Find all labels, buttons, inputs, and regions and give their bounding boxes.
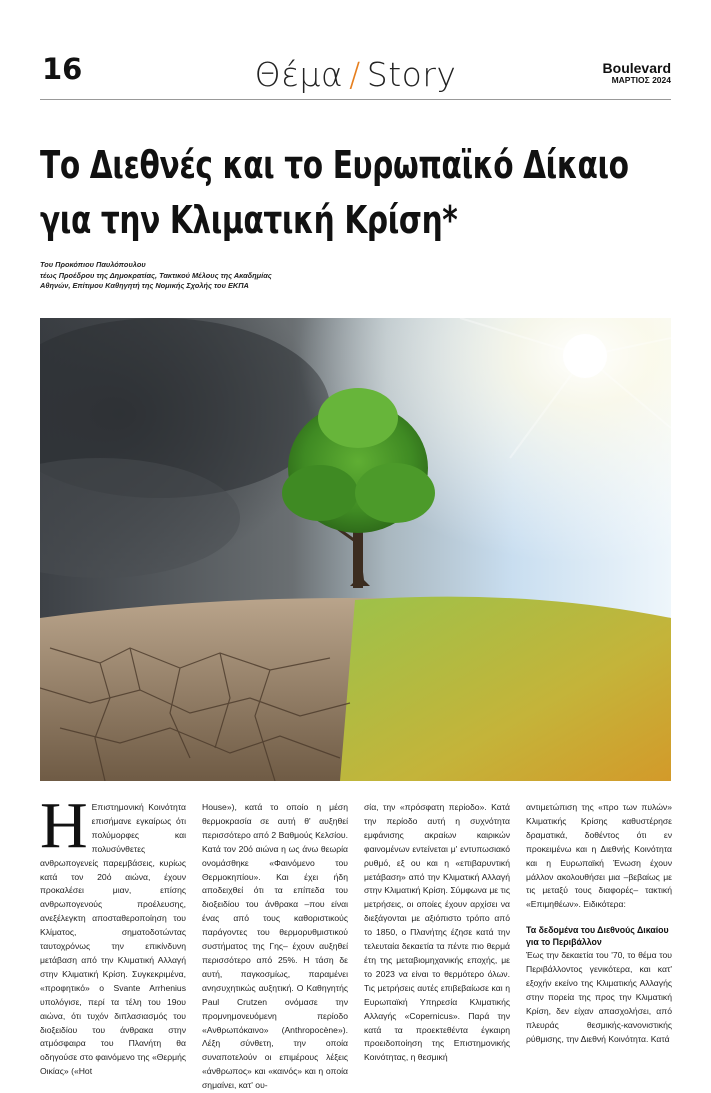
publication-block xyxy=(603,61,671,85)
byline-title-1: τέως Προέδρου της Δημοκρατίας, Τακτικού Μέλους της Ακαδημίας xyxy=(40,270,272,280)
tree-illustration xyxy=(40,318,671,781)
byline-author: Του Προκόπιου Παυλόπουλου xyxy=(40,260,146,269)
subheading: Τα δεδομένα του Διεθνούς Δικαίου για το Περιβάλλον xyxy=(526,925,669,947)
section-slash: / xyxy=(349,55,361,94)
column-1 xyxy=(40,789,186,1079)
column-3 xyxy=(364,801,510,1065)
headline-line-1: Το Διεθνές και το Ευρωπαϊκό Δίκαιο xyxy=(40,143,629,187)
column-2 xyxy=(202,801,348,1093)
article-photo xyxy=(40,318,671,781)
headline-line-2: για την Κλιματική Κρίση* xyxy=(40,198,458,242)
section-right: Story xyxy=(366,55,457,94)
publication-name: Boulevard xyxy=(602,60,671,76)
column-4 xyxy=(526,801,672,1047)
column-1-text: Επιστημονική Κοινότητα επισήμανε εγκαίρως ότι πολύμορφες και πολυσύνθετες ανθρωπογενείς παρεμβάσεις, κυρίως κατά τον 20ό αιώνα, έχουν προκαλέσει μιαν, επίσης ανθρωπογενούς προέλευσης, ανεξέλεγκτη αποσταθεροποίηση του Κλίματος, σηματοδοτώντας ταυτοχρόνως την επικίνδυνη μετάβαση από την Κλιματική Αλλαγή στην Κλιματική Κρίση. Συγκεκριμένα, «προφητικό» ο Svante Arrhenius υπολόγισε, περί τα τέλη του 19ου αιώνα, ότι τυχόν διπλασιασμός του διοξειδίου του άνθρακα στην ατμόσφαιρα του Πλανήτη θα οδηγούσε στο φαινόμενο της «Θερμής Οικίας» («Hot xyxy=(40,802,186,1077)
column-4-text-1: αντιμετώπιση της «προ των πυλών» Κλιματικής Κρίσης καθυστέρησε δραματικά, δοθέντος ότι εν προκειμένω και η Διεθνής Κοινότητα και η Ευρωπαϊκή Ένωση έχουν μάλλον ακολουθήσει μια –βεβαίως με τις μεταξύ τους διαφορές– τακτική «Επιμηθέων». Ειδικότερα: xyxy=(526,802,672,910)
issue-date: ΜΑΡΤΙΟΣ 2024 xyxy=(611,75,671,85)
page-header xyxy=(0,0,711,105)
section-left: Θέμα xyxy=(254,55,344,94)
column-4-text-2: Έως την δεκαετία του '70, το θέμα του Περιβάλλοντος γενικότερα, και κατ' εξοχήν εκείνο της Κλιματικής Αλλαγής στην πορεία της προς την Κλιματική Κρίση, δεν είχαν απασχολήσει, από πλευράς θεσμικής-κανονιστικής ρύθμισης, την Διεθνή Κοινότητα. Κατά xyxy=(526,950,672,1044)
byline-title-2: Αθηνών, Επίτιμου Καθηγητή της Νομικής Σχολής του ΕΚΠΑ xyxy=(40,281,249,291)
page-number: 16 xyxy=(42,52,83,86)
column-2-text: House»), κατά το οποίο η μέση θερμοκρασία σε αυτή θ' αυξηθεί περισσότερο από 2 Βαθμούς Κελσίου. Κατά τον 20ό αιώνα η ως άνω θεωρία ονομάσθηκε «Φαινόμενο του Θερμοκηπίου». Και έχει ήδη αποδειχθεί ότι τα επίπεδα του διοξειδίου του άνθρακα –που είναι ένας από τους καθοριστικούς παράγοντες του θερμορυθμιστικού συστήματος της Γης– έχουν αυξηθεί περισσότερο από 25%. Η τάση δε αυτή, παγκοσμίως, παραμένει ανησυχητικώς αυξητική. Ο Καθηγητής Paul Crutzen ονόμασε την προμνημονευόμενη περίοδο «Ανθρωπόκαινο» (Anthropocène»). Λέξη σύνθετη, την οποία συναποτελούν οι επιμέρους λέξεις «άνθρωπος» και «καινός» και η οποία σημαίνει, κατ' ου- xyxy=(202,802,348,1091)
byline xyxy=(40,260,380,292)
article-headline xyxy=(40,138,680,248)
header-divider xyxy=(40,99,671,100)
drop-cap: Η xyxy=(40,789,88,862)
column-3-text: σία, την «πρόσφατη περίοδο». Κατά την περίοδο αυτή η συχνότητα εμφάνισης ακραίων καιρικών φαινομένων εντείνεται μ' εντυπωσιακό ρυθμό, εξ ου και η «επιβαρυντική μετάβαση» από την Κλιματική Αλλαγή στην Κλιματική Κρίση. Σύμφωνα με τις μετρήσεις, οι οποίες έχουν αρχίσει να διεξάγονται με αξιόπιστο τρόπο από το 1850, ο Πλανήτης έζησε κατά την τελευταία δεκαετία τα πέντε πιο θερμά έτη της μεταβιομηχανικής εποχής, με το 2023 να είναι το θερμότερο όλων. Τις μετρήσεις αυτές επιβεβαίωσε και η Ευρωπαϊκή Υπηρεσία Κλιματικής Αλλαγής «Copernicus». Παρά την κατά τα προεκτεθέντα έγκαιρη προειδοποίηση της Επιστημονικής Κοινότητας, η θεσμική xyxy=(364,802,510,1063)
